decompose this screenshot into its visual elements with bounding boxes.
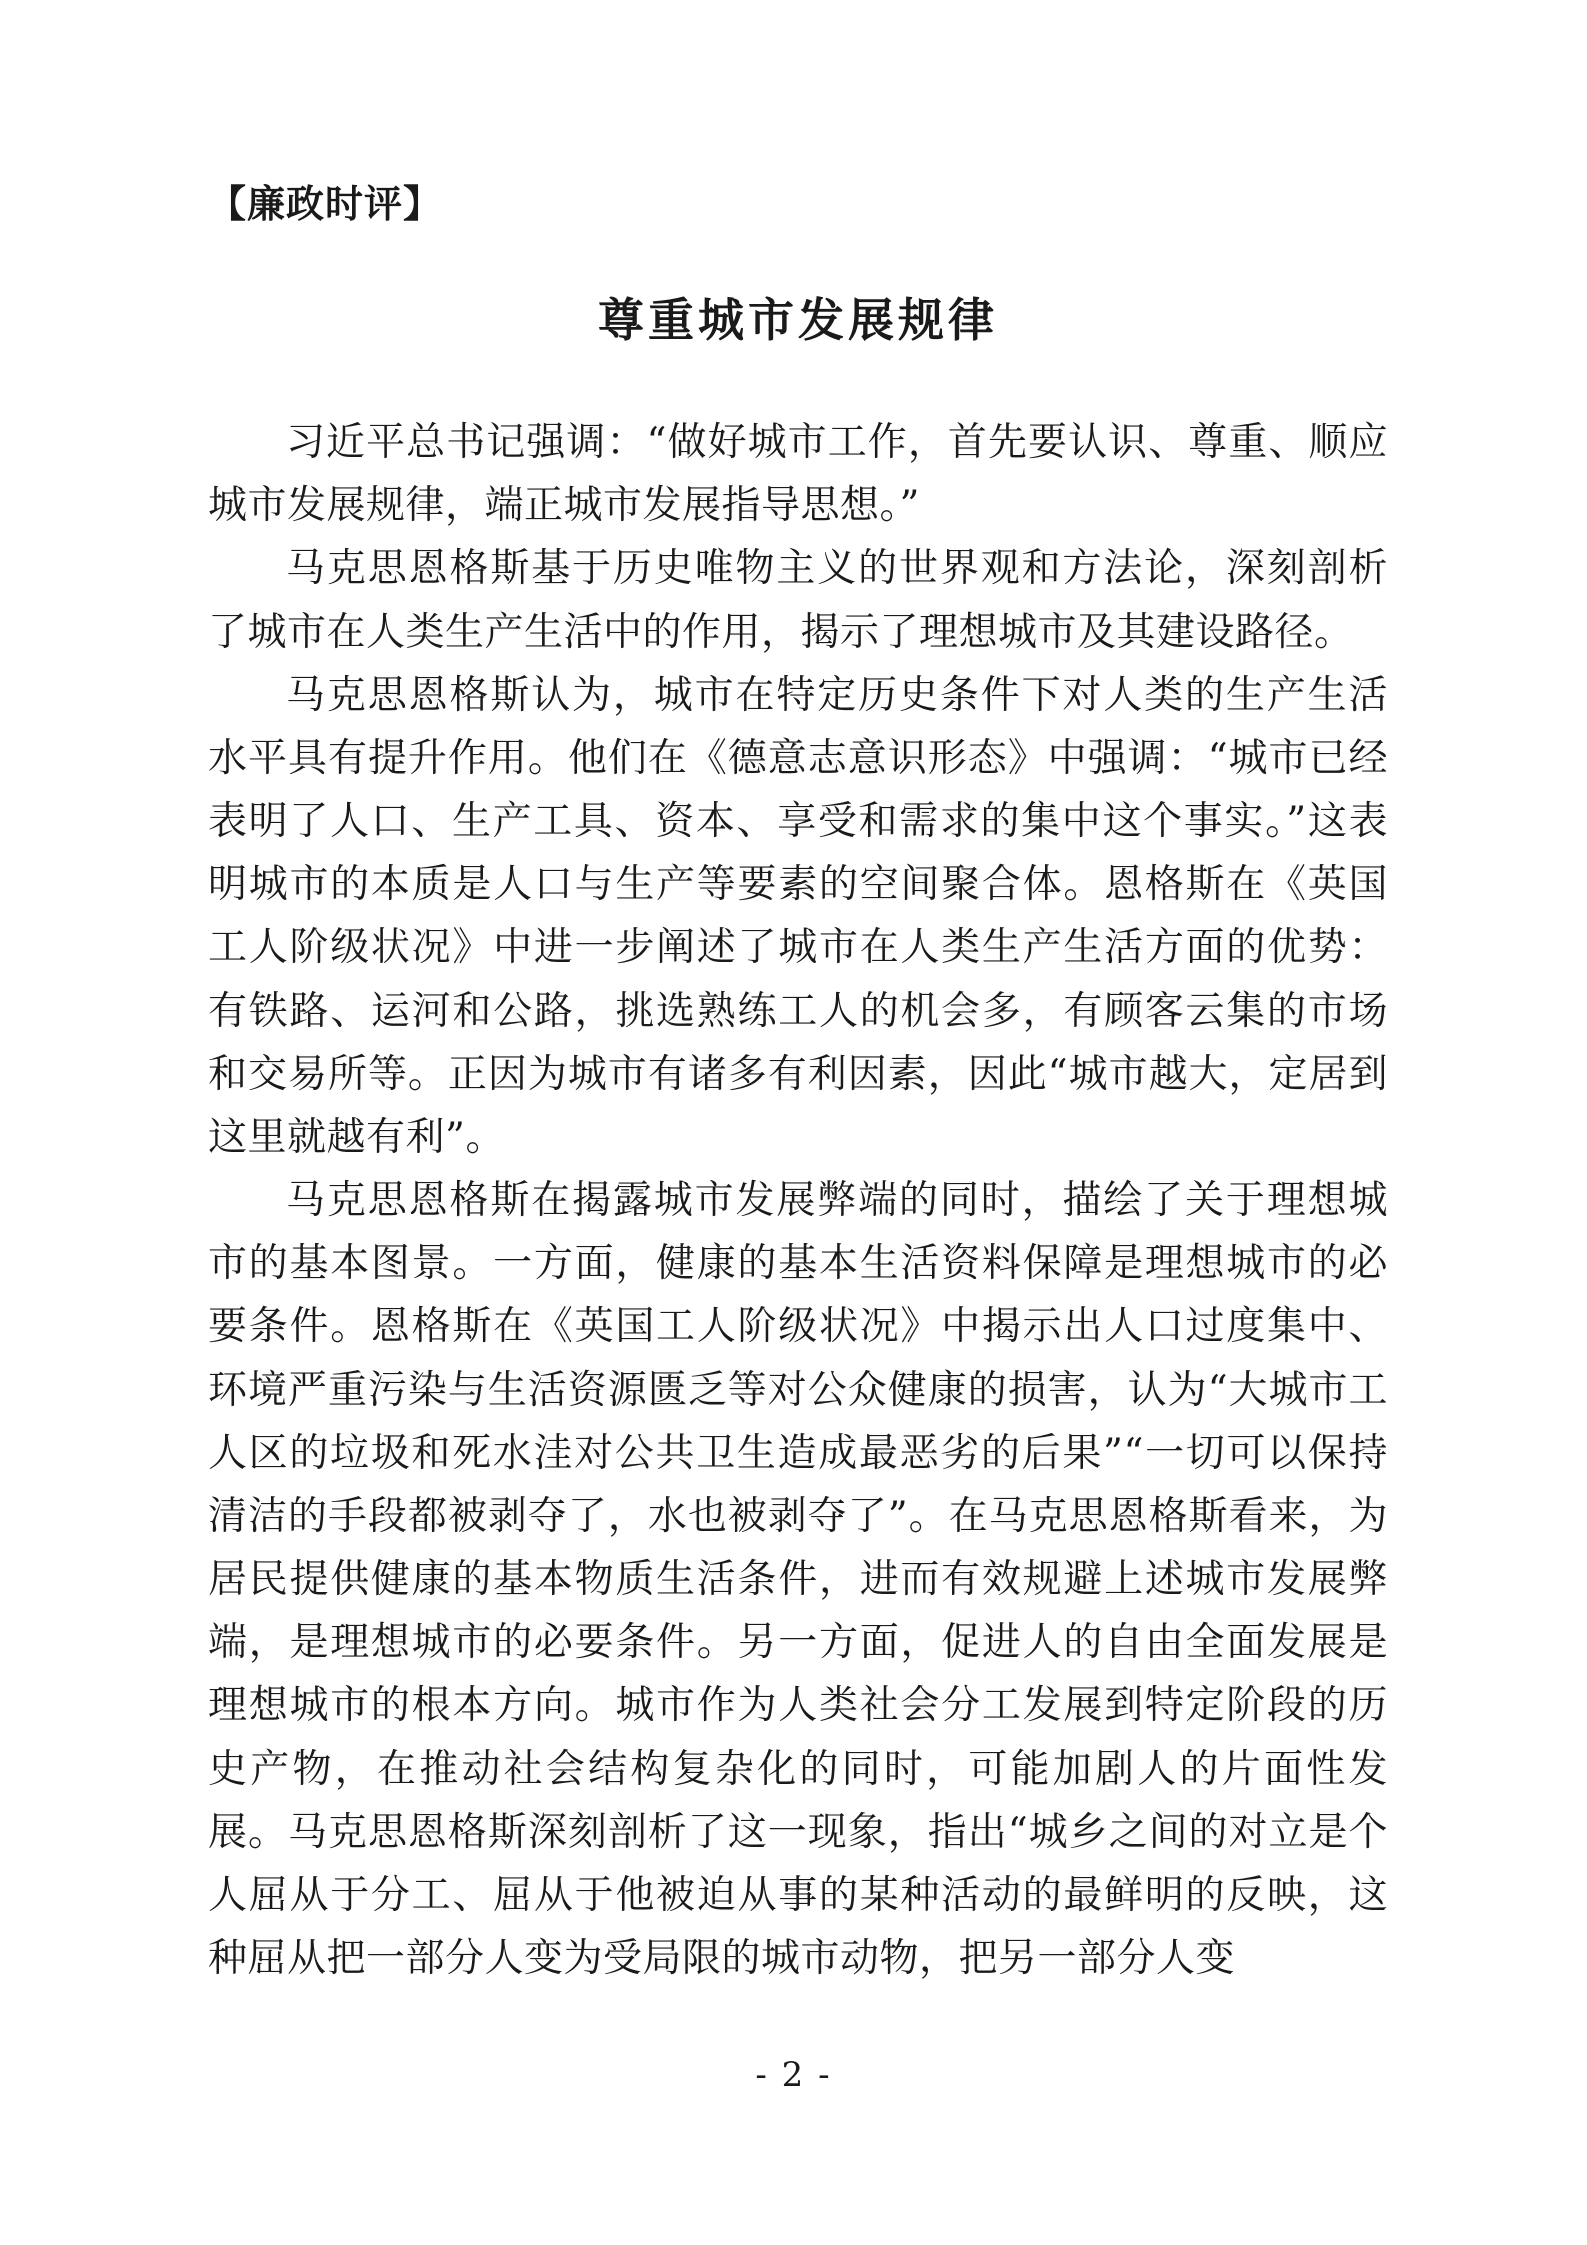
page-content [208,175,1388,1990]
page-number: - 2 - [755,2055,832,2095]
paragraph: 马克思恩格斯在揭露城市发展弊端的同时，描绘了关于理想城市的基本图景。一方面，健康的基本生活资料保障是理想城市的必要条件。恩格斯在《英国工人阶级状况》中揭示出人口过度集中、环境严重污染与生活资源匮乏等对公众健康的损害，认为“大城市工人区的垃圾和死水洼对公共卫生造成最恶劣的后果”“一切可以保持清洁的手段都被剥夺了，水也被剥夺了”。在马克思恩格斯看来，为居民提供健康的基本物质生活条件，进而有效规避上述城市发展弊端，是理想城市的必要条件。另一方面，促进人的自由全面发展是理想城市的根本方向。城市作为人类社会分工发展到特定阶段的历史产物，在推动社会结构复杂化的同时，可能加剧人的片面性发展。马克思恩格斯深刻剖析了这一现象，指出“城乡之间的对立是个人屈从于分工、屈从于他被迫从事的某种活动的最鲜明的反映，这种屈从把一部分人变为受局限的城市动物，把另一部分人变 [208,1178,1388,1982]
paragraph: 习近平总书记强调：“做好城市工作，首先要认识、尊重、顺应城市发展规律，端正城市发展指导思想。” [208,420,1388,529]
paragraph: 马克思恩格斯认为，城市在特定历史条件下对人类的生产生活水平具有提升作用。他们在《德意志意识形态》中强调：“城市已经表明了人口、生产工具、资本、享受和需求的集中这个事实。”这表明城市的本质是人口与生产等要素的空间聚合体。恩格斯在《英国工人阶级状况》中进一步阐述了城市在人类生产生活方面的优势：有铁路、运河和公路，挑选熟练工人的机会多，有顾客云集的市场和交易所等。正因为城市有诸多有利因素，因此“城市越大，定居到这里就越有利”。 [208,672,1388,1160]
article-category: 【廉政时评】 [208,181,443,226]
article-body [208,411,1388,1990]
paragraph: 马克思恩格斯基于历史唯物主义的世界观和方法论，深刻剖析了城市在人类生产生活中的作用，揭示了理想城市及其建设路径。 [208,546,1388,655]
page-title: 尊重城市发展规律 [598,293,998,347]
